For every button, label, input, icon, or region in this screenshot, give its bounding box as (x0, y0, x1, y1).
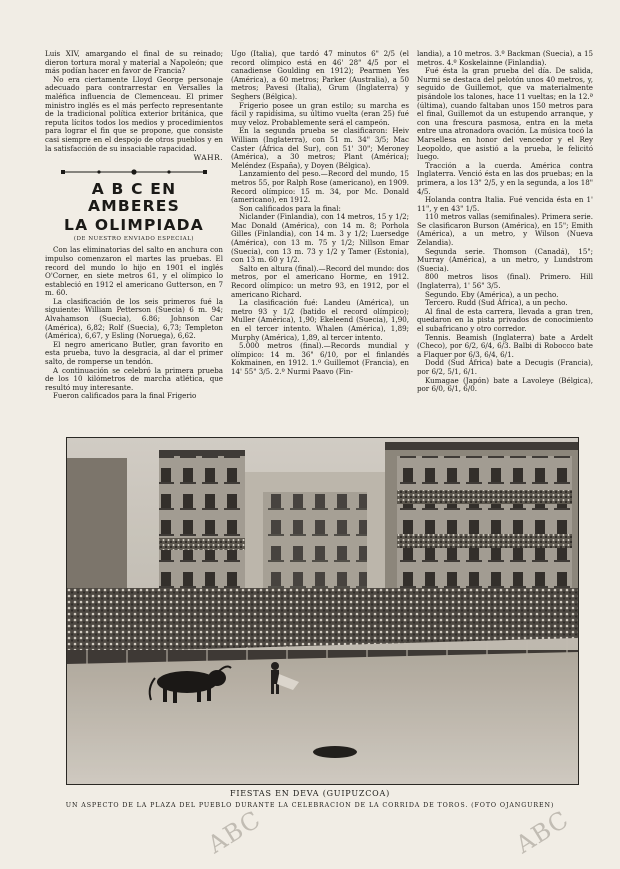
article-paragraph: No era ciertamente Lloyd George personaje adecuado para contrarrestar en Versalles la maléfica influencia de Clemenceau. El primer ministro inglés es el más perfecto representante de la tradicional política exterior británica, que reputa lícitos todos los medios y procedimientos para lograr el fin que se propone, que consiste casi siempre en el despojo de otros pueblos y en la satisfacción de su insaciable rapacidad. (45, 74, 223, 153)
headline-olimpiada: LA OLIMPIADA (64, 215, 204, 234)
article-paragraph: Frigerio posee un gran estilo; su marcha es fácil y rapidísima, su último vuelta (eran 25) fué muy veloz. Probablemente será el campeón. (231, 100, 409, 127)
article-paragraph: 5.000 metros (final).—Records mundial y olímpico: 14 m. 36" 6/10, por el finlandés Kokmainen, en 1912. 1.º Guillemot (Francia), en 14' 55" 3/5. 2.º Nurmi Paavo (Fin- (231, 341, 409, 376)
subheadline: (DE NUESTRO ENVIADO ESPECIAL) (73, 235, 195, 242)
article-paragraph: Son calificados para la final: (239, 203, 341, 213)
article-paragraph: Kumagae (Japón) bate a Lavoleye (Bélgica), por 6/0, 6/1, 6/0. (417, 375, 593, 394)
bullring-photo (66, 437, 579, 785)
article-paragraph: 800 metros lisos (final). Primero. Hill (Inglaterra), 1' 56" 3/5. (417, 272, 593, 291)
article-signature: WAHR. (193, 153, 223, 163)
article-paragraph: Tracción a la cuerda. América contra Inglaterra. Venció ésta en las dos pruebas; en la primera, a los 13" 2/5, y en la segunda, a los 18" 4/5. (417, 160, 593, 196)
ornament-divider (45, 167, 223, 177)
article-paragraph: Niclander (Finlandia), con 14 metros, 15 y 1/2; Mac Donald (América), con 14 m. 8; Porhola Gilles (Finlandia), con 14 m. 3 y 1/2; Luersedge (América), con 13 m. 75 y 1/2; Nillson Emar (Suecia), con 13 m. 73 y 1/2 y Tamer (Estonia), con 13 m. 60 y 1/2. (231, 212, 409, 265)
article-paragraph: A continuación se celebró la primera prueba de los 10 kilómetros de marcha atlética, que resultó muy interesante. (45, 365, 223, 392)
photo-caption-text: UN ASPECTO DE LA PLAZA DEL PUEBLO DURANTE LA CELEBRACION DE LA CORRIDA DE TOROS. (FOTO OJANGUREN) (65, 802, 555, 809)
column-middle (231, 50, 409, 377)
article-paragraph: Tennis. Beamish (Inglaterra) bate a Ardelt (Checo), por 6/2, 6/4, 6/3. Balbi di Robocco bate a Flaquer por 6/3, 6/4, 6/1. (417, 332, 593, 359)
article-paragraph: Ugo (Italia), que tardó 47 minutos 6" 2/5 (el record olímpico está en 46' 28" 4/5 por el canadiense Goulding en 1912); Pearmen Yes (América), a 60 metros; Parker (Australia), a 50 metros; Pavesi (Italia), Grum (Inglaterra) y Seghers (Bélgica). (231, 49, 409, 101)
abc-watermark: ABC (202, 805, 266, 859)
article-paragraph: Fué ésta la gran prueba del día. De salida, Nurmi se destaca del pelotón unos 40 metros, y, seguido de Guillemot, que va materialmente pisándole los talones, hace 11 vueltas; en la 12.ª (última), cuando faltaban unos 150 metros para el final, Guillemot da un estupendo arranque, y con una frescura pasmosa, entra en la meta entre una atronadora ovación. La música tocó la Marsellesa en honor del vencedor y el Rey Leopoldo, que asistió a la prueba, le felicitó luego. (417, 66, 593, 162)
article-paragraph: Salto en altura (final).—Record del mundo: dos metros, por el americano Horme, en 1912. Record olímpico: un metro 93, en 1912, por el americano Richard. (231, 263, 409, 299)
abc-watermark: ABC (510, 805, 574, 859)
article-paragraph: Luis XIV, amargando el final de su reinado; dieron tortura moral y material a Napoleón; que más podían hacer en favor de Francia? (45, 49, 223, 76)
article-paragraph: landia), a 10 metros. 3.º Backman (Suecia), a 15 metros. 4.º Koskelainne (Finlandia). (417, 49, 593, 67)
article-paragraph: La clasificación fué: Landeu (América), un metro 93 y 1/2 (batido el record olímpico); Muller (América), 1,90; Ekeleend (Suecia), 1,90, en el tercer intento. Whalen (América), 1,89; Murphy (América), 1,89, al tercer intento. (231, 298, 409, 342)
photo-caption-title: FIESTAS EN DEVA (GUIPUZCOA) (229, 789, 391, 798)
article-paragraph: Segunda serie. Thomson (Canadá), 15"; Murray (América), a un metro, y Lundstrom (Suecia). (417, 246, 593, 273)
article-paragraph: 110 metros vallas (semifinales). Primera serie. Se clasificaron Burson (América), en 15"; Emith (América), a un metro, y Wilson (Nueva Zelandia). (417, 212, 593, 248)
article-paragraph: Fueron calificados para la final Frigerio (53, 391, 197, 401)
article-paragraph: Holanda contra Italia. Fué vencida ésta en 1' 11", y en 43" 1/5. (417, 195, 593, 213)
article-paragraph: Dodd (Sud África) bate a Decugis (Francia), por 6/2, 5/1, 6/1. (417, 358, 593, 376)
article-paragraph: Con las eliminatorias del salto en anchura con impulso comenzaron el martes las pruebas. El record del mundo lo hijo en 1901 el inglés O'Corner, en siete metros 61, y el olímpico lo estableció en 1912 el americano Gutterson, en 7 m. 60. (45, 245, 223, 298)
column-right (417, 50, 593, 394)
article-paragraph: Tercero. Rudd (Sud África), a un pecho. (425, 298, 568, 308)
headline-abc-amberes: A B C EN AMBERES (88, 179, 180, 215)
article-paragraph: Lanzamiento del peso.—Record del mundo, 15 metros 55, por Ralph Rose (americano), en 1909. Record olímpico: 15 m. 34, por Mc. Donald (americano), en 1912. (231, 169, 409, 205)
bullring-photo-icon (67, 438, 578, 784)
article-paragraph: En la segunda prueba se clasificaron: Heiv William (Inglaterra), con 51 m. 34" 3/5; Mac Caster (África del Sur), con 51' 30"; Meroney (América), a 30 metros; Plant (América); Meléndez (España), y Doyen (Bélgica). (231, 126, 409, 170)
article-paragraph: El negro americano Butler, gran favorito en esta prueba, tuvo la desgracia, al dar el primer salto, de romperse un tendón. (45, 339, 223, 367)
ornament-divider-icon (59, 167, 209, 177)
column-left (45, 50, 223, 401)
article-paragraph: Al final de esta carrera, llevada a gran tren, quedaron en la pista privados de conocimiento el subafricano y otro corredor. (417, 306, 593, 333)
article-paragraph: Segundo. Eby (América), a un pecho. (425, 289, 559, 299)
article-paragraph: La clasificación de los seis primeros fué la siguiente: William Petterson (Suecia) 6 m. 94; Alvahamson (Suecia), 6.86; Johnson Car (América), 6,82; Rolf (Suecia), 6,73; Templeton (América), 6,67, y Esling (Noruega), 6,62. (45, 296, 223, 341)
